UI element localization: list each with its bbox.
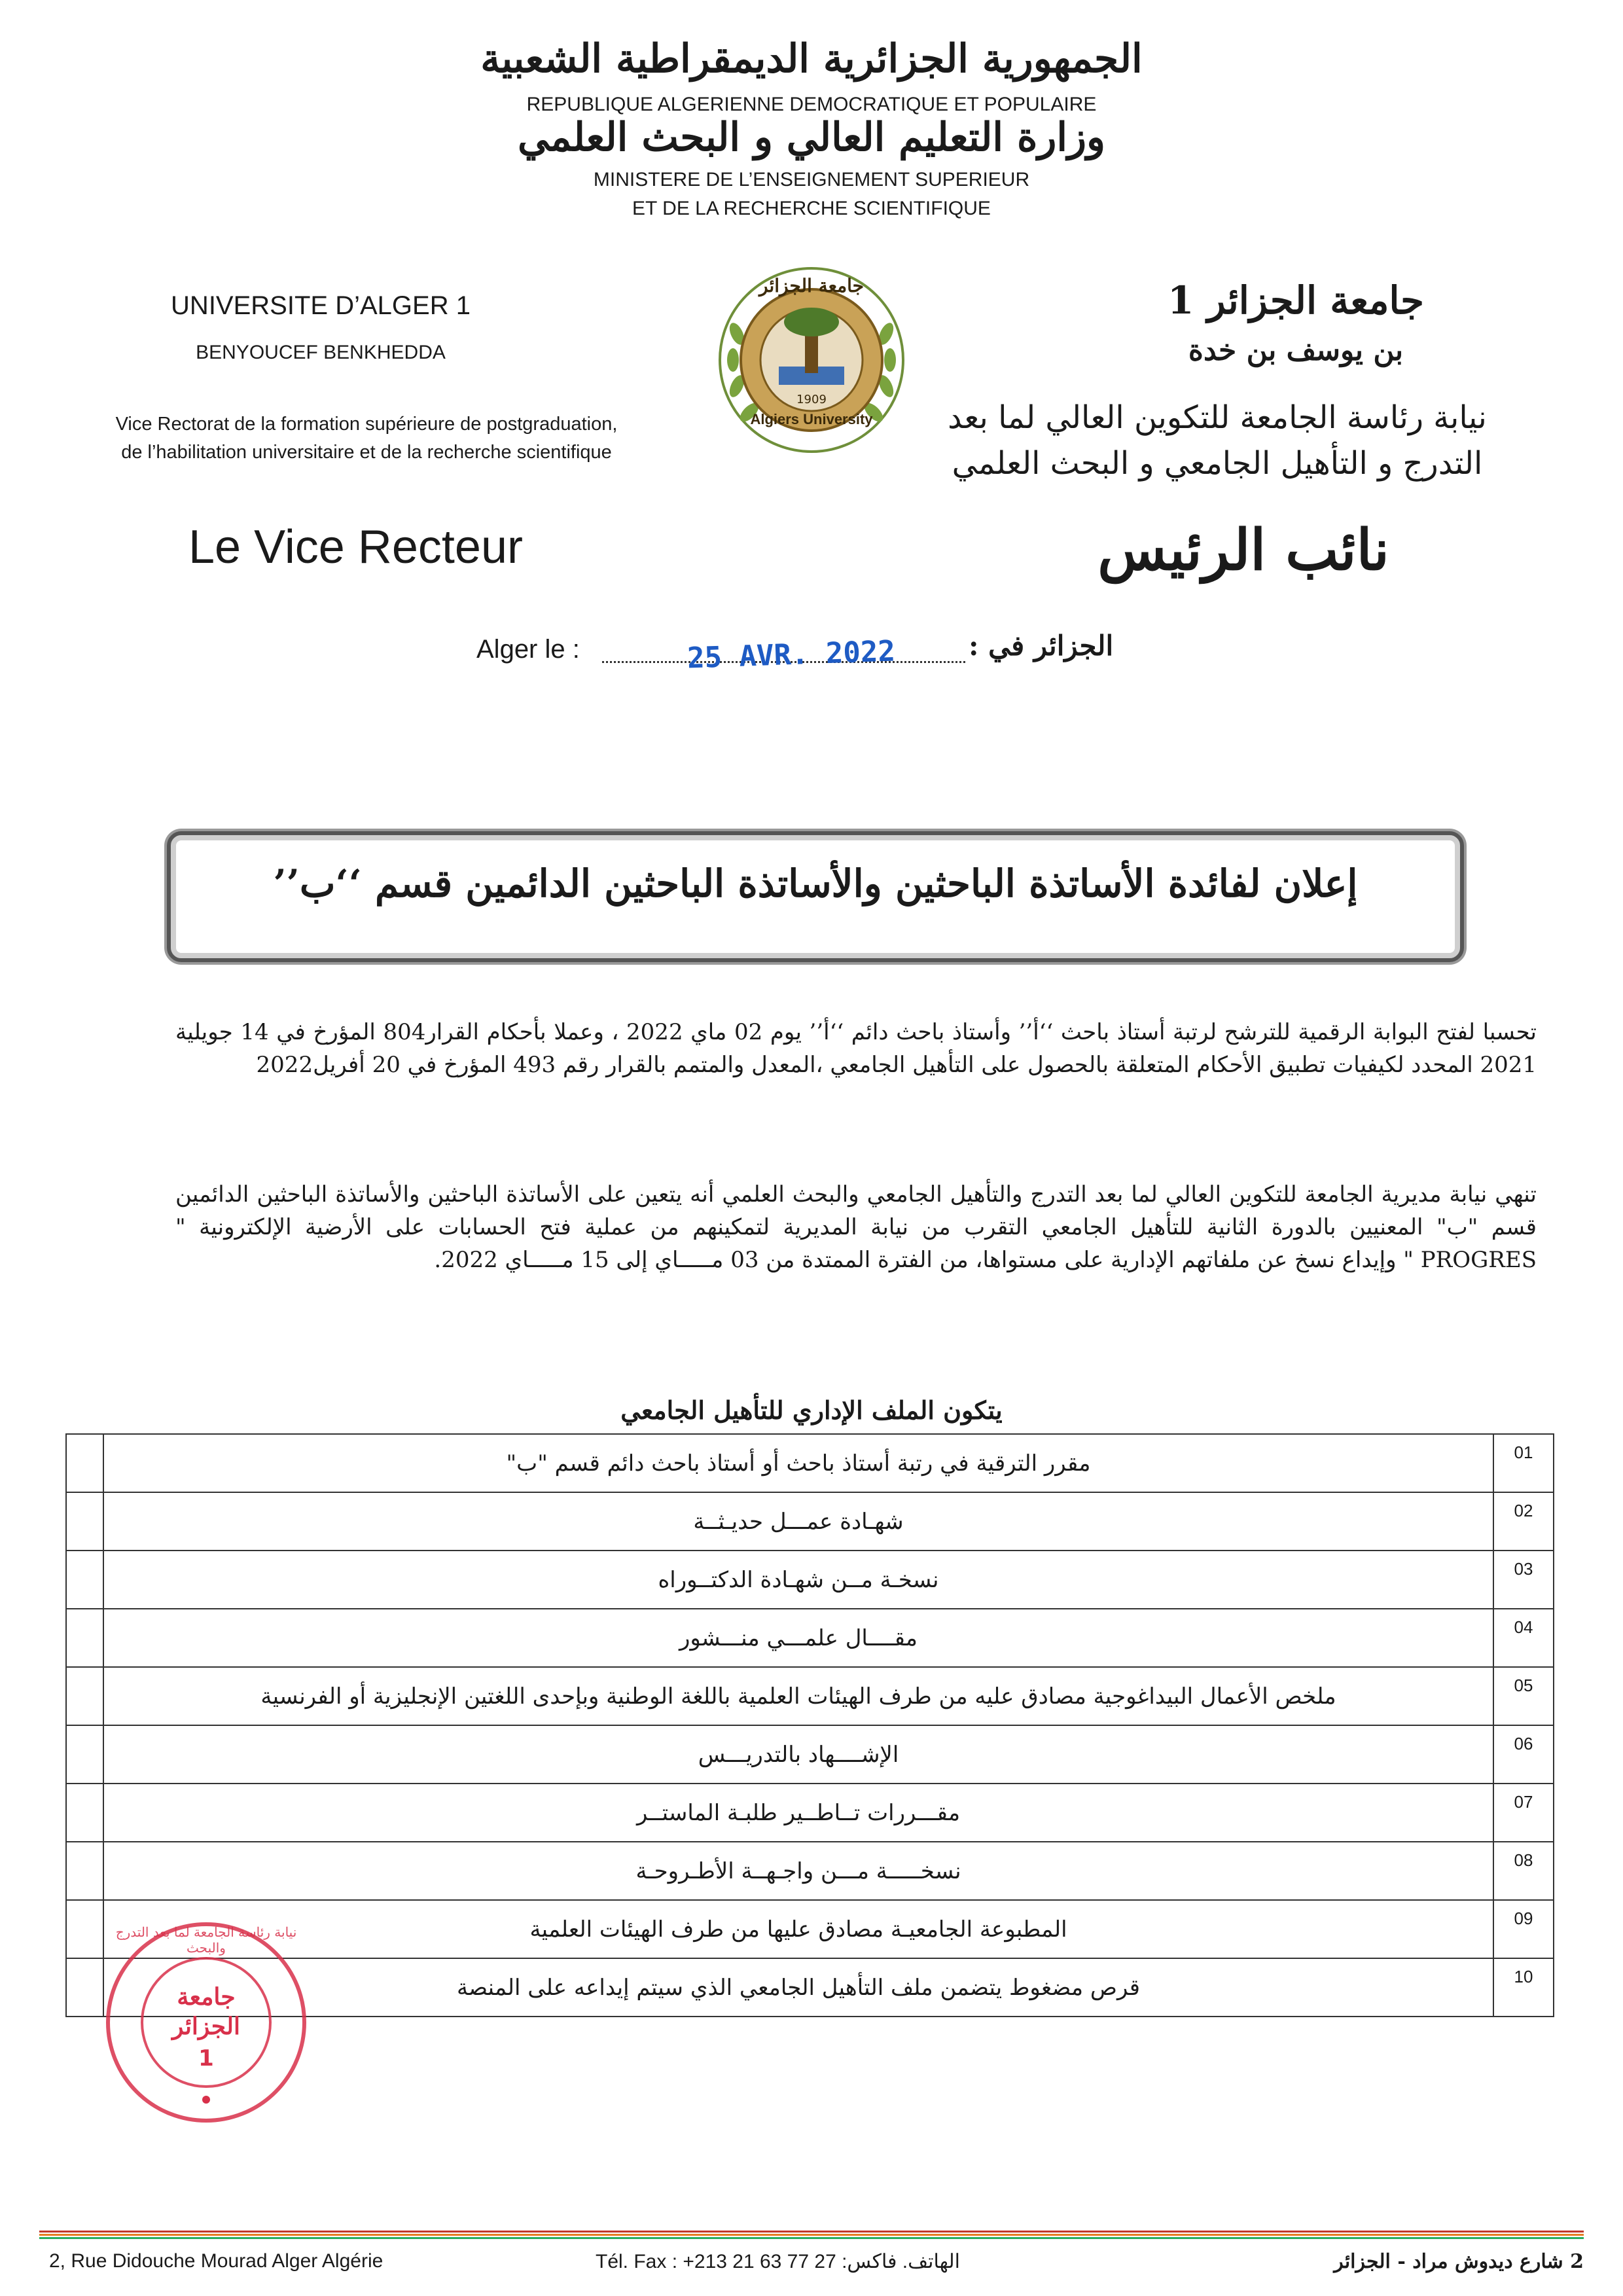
date-label-fr: Alger le : [476, 635, 580, 664]
table-number: 10 [1493, 1958, 1554, 2017]
table-item: قرص مضغوط يتضمن ملف التأهيل الجامعي الذي سيتم إيداعه على المنصة [103, 1958, 1493, 2017]
table-row [66, 1725, 1554, 1784]
table-number: 02 [1493, 1492, 1554, 1551]
table-row [66, 1667, 1554, 1725]
table-cell-blank [66, 1667, 103, 1725]
stamp-center-line1: جامعة [177, 1983, 236, 2011]
table-item: مقــــال علمـــي منـــشور [103, 1609, 1493, 1667]
table-number: 01 [1493, 1434, 1554, 1492]
paragraph-1: تحسبا لفتح البوابة الرقمية للترشح لرتبة أستاذ باحث ‘‘أ’’ وأستاذ باحث دائم ‘‘أ’’ يوم 02 ماي 2022 ، وعملا بأحكام القرار804 المؤرخ في 14 جويلية 2021 المحدد لكيفيات تطبيق الأحكام المتعلقة بالحصول على التأهيل الجامعي ،المعدل والمتمم بالقرار رقم 493 المؤرخ في 20 أفريل2022 [175, 1019, 1537, 1078]
university-sub-ar: بن يوسف بن خدة [1188, 334, 1404, 367]
table-number: 04 [1493, 1609, 1554, 1667]
footer-divider [39, 2231, 1584, 2240]
announcement-title-box [167, 831, 1464, 962]
table-row [66, 1492, 1554, 1551]
table-item: نسخـة مــن شهـادة الدكتــوراه [103, 1551, 1493, 1609]
paragraph-2: تنهي نيابة مديرية الجامعة للتكوين العالي لما بعد التدرج والتأهيل الجامعي والبحث العلمي أنه يتعين على الأساتذة الباحثين والأساتذة الباحثين الدائمين قسم "ب" المعنيين بالدورة الثانية للتأهيل الجامعي التقرب من نيابة المديرية لتمكينهم من عملية فتح الحسابات على الأرضية الإلكترونية " PROGRES " وإيداع نسخ عن ملفاتهم الإدارية على مستواها، من الفترة الممتدة من 03 مـــــاي إلى 15 مـــــاي 2022. [175, 1181, 1537, 1273]
table-item: المطبوعة الجامعيـة مصادق عليها من طرف الهيئات العلمية [103, 1900, 1493, 1958]
ministry-ar: وزارة التعليم العالي و البحث العلمي [518, 115, 1105, 160]
table-item: شهـادة عمـــل حديـثــة [103, 1492, 1493, 1551]
table-cell-blank [66, 1842, 103, 1900]
date-stamp: 25 AVR. 2022 [687, 634, 896, 675]
logo-bottom-text: Algiers University [750, 411, 873, 427]
table-row [66, 1842, 1554, 1900]
table-row [66, 1784, 1554, 1842]
table-row [66, 1551, 1554, 1609]
logo-year: 1909 [796, 393, 827, 406]
table-item: ملخص الأعمال البيداغوجية مصادق عليه من طرف الهيئات العلمية باللغة الوطنية وبإحدى اللغتين الإنجليزية أو الفرنسية [103, 1667, 1493, 1725]
ministry-fr-1: MINISTERE DE L’ENSEIGNEMENT SUPERIEUR [593, 169, 1030, 190]
table-item: مقـــررات تــاطــير طلبـة الماستــر [103, 1784, 1493, 1842]
table-cell-blank [66, 1784, 103, 1842]
vice-rectorat-ar-2: التدرج و التأهيل الجامعي و البحث العلمي [952, 445, 1483, 482]
vice-rectorat-fr-1: Vice Rectorat de la formation supérieure de postgraduation, [115, 414, 618, 435]
role-ar: نائب الرئيس [1097, 517, 1389, 583]
table-number: 07 [1493, 1784, 1554, 1842]
university-name-ar: جامعة الجزائر 1 [1168, 278, 1424, 323]
vice-rectorat-fr-2: de l’habilitation universitaire et de la recherche scientifique [121, 442, 612, 463]
ministry-fr-2: ET DE LA RECHERCHE SCIENTIFIQUE [632, 198, 991, 219]
vice-rectorat-ar-1: نيابة رئاسة الجامعة للتكوين العالي لما بعد [948, 399, 1487, 436]
table-number: 03 [1493, 1551, 1554, 1609]
logo-top-text: جامعة الجزائر [759, 275, 864, 296]
official-stamp [101, 1918, 311, 2127]
stamp-ring-text: نيابة رئاسة الجامعة لما بعد التدرج والبحث [115, 1924, 297, 1956]
stamp-center-line3: 1 [198, 2045, 214, 2072]
footer-address-ar: 2 شارع ديدوش مراد - الجزائر [1334, 2250, 1584, 2273]
table-cell-blank [66, 1609, 103, 1667]
republic-ar: الجمهورية الجزائرية الديمقراطية الشعبية [480, 36, 1143, 82]
table-number: 05 [1493, 1667, 1554, 1725]
footer-phone: Tél. Fax : +213 21 63 77 27 :الهاتف. فاكس [596, 2251, 960, 2272]
republic-fr: REPUBLIQUE ALGERIENNE DEMOCRATIQUE ET POPULAIRE [526, 94, 1097, 115]
table-row [66, 1434, 1554, 1492]
table-cell-blank [66, 1900, 103, 1958]
table-cell-blank [66, 1958, 103, 2017]
university-sub-fr: BENYOUCEF BENKHEDDA [196, 342, 446, 363]
table-cell-blank [66, 1725, 103, 1784]
university-name-fr: UNIVERSITE D’ALGER 1 [171, 291, 471, 320]
table-cell-blank [66, 1551, 103, 1609]
role-fr: Le Vice Recteur [188, 521, 523, 573]
table-cell-blank [66, 1492, 103, 1551]
date-label-ar: الجزائر في : [969, 630, 1114, 662]
stamp-center-line2: الجزائر [172, 2013, 240, 2040]
table-number: 08 [1493, 1842, 1554, 1900]
table-row [66, 1609, 1554, 1667]
university-logo [713, 262, 910, 458]
announcement-title: إعلان لفائدة الأساتذة الباحثين والأساتذة الباحثين الدائمين قسم ‘‘ب’’ [273, 861, 1358, 906]
table-number: 09 [1493, 1900, 1554, 1958]
table-item: نسخـــــة مـــن واجـهــة الأطـروحـة [103, 1842, 1493, 1900]
footer-address-fr: 2, Rue Didouche Mourad Alger Algérie [49, 2250, 383, 2272]
table-cell-blank [66, 1434, 103, 1492]
table-heading: يتكون الملف الإداري للتأهيل الجامعي [620, 1395, 1003, 1425]
table-number: 06 [1493, 1725, 1554, 1784]
table-item: الإشــــهاد بالتدريـــس [103, 1725, 1493, 1784]
table-item: مقرر الترقية في رتبة أستاذ باحث أو أستاذ باحث دائم قسم "ب" [103, 1434, 1493, 1492]
